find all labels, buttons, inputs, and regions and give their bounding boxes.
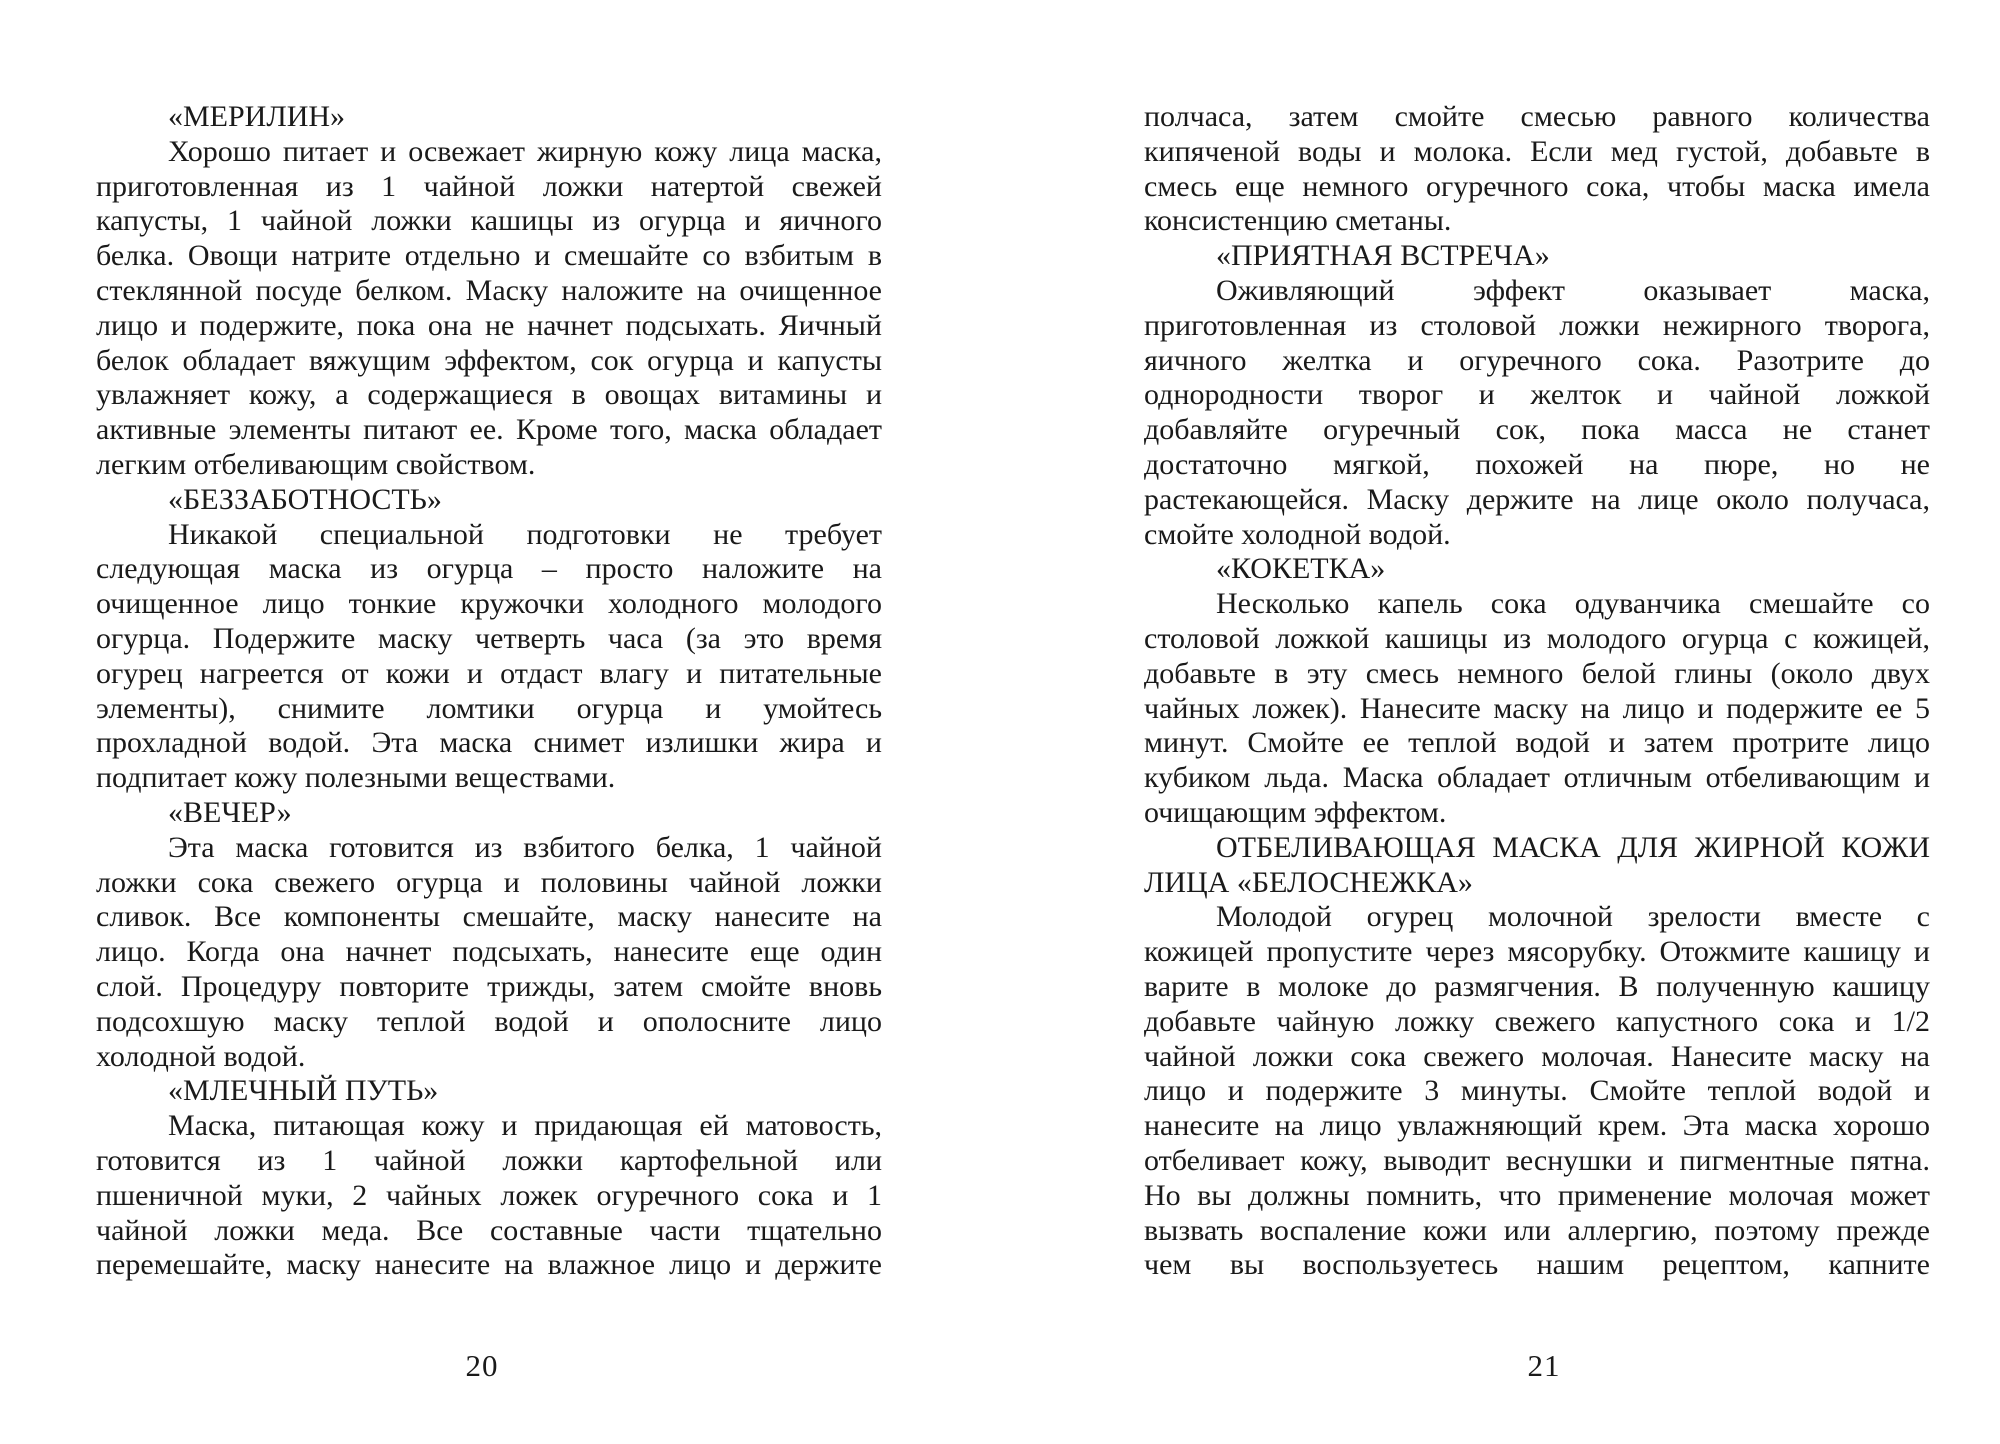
text-line: достаточно мягкой, похожей на пюре, но не bbox=[1144, 447, 1930, 481]
text-line: чайных ложек). Нанесите маску на лицо и подержите ее 5 bbox=[1144, 691, 1930, 725]
page-number-right: 21 bbox=[1527, 1348, 1561, 1383]
text-line: пшеничной муки, 2 чайных ложек огуречного сока и 1 bbox=[96, 1178, 882, 1212]
section-heading: «ВЕЧЕР» bbox=[168, 795, 292, 829]
text-line: Эта маска готовится из взбитого белка, 1 чайной bbox=[168, 830, 882, 864]
text-line: сливок. Все компоненты смешайте, маску нанесите на bbox=[96, 900, 882, 934]
text-line: Несколько капель сока одуванчика смешайте со bbox=[1216, 587, 1930, 621]
text-line: добавьте в эту смесь немного белой глины (около двух bbox=[1144, 656, 1930, 690]
left-page-text bbox=[96, 100, 882, 1283]
text-line: лицо и подержите 3 минуты. Смойте теплой водой и bbox=[1144, 1074, 1930, 1108]
text-line: очищающим эффектом. bbox=[1144, 795, 1447, 829]
text-line: белка. Овощи натрите отдельно и смешайте со взбитым в bbox=[96, 239, 882, 273]
section-heading: «КОКЕТКА» bbox=[1216, 552, 1386, 586]
text-line: смойте холодной водой. bbox=[1144, 517, 1451, 551]
text-line: яичного желтка и огуречного сока. Разотрите до bbox=[1144, 343, 1930, 377]
text-line: приготовленная из столовой ложки нежирного творога, bbox=[1144, 308, 1930, 342]
text-line: чайной ложки меда. Все составные части тщательно bbox=[96, 1213, 882, 1247]
text-line: активные элементы питают ее. Кроме того, маска обладает bbox=[96, 413, 882, 447]
text-line: очищенное лицо тонкие кружочки холодного молодого bbox=[96, 587, 882, 621]
text-line: следующая маска из огурца – просто наложите на bbox=[96, 552, 882, 586]
text-line: кубиком льда. Маска обладает отличным отбеливающим и bbox=[1144, 761, 1930, 795]
text-line: чайной ложки сока свежего молочая. Нанесите маску на bbox=[1144, 1039, 1930, 1073]
text-line: растекающейся. Маску держите на лице около получаса, bbox=[1144, 482, 1930, 516]
text-line: Никакой специальной подготовки не требует bbox=[168, 517, 882, 551]
text-line: Молодой огурец молочной зрелости вместе с bbox=[1216, 900, 1930, 934]
section-heading: «МЕРИЛИН» bbox=[168, 100, 346, 133]
text-line: смесь еще немного огуречного сока, чтобы маска имела bbox=[1144, 169, 1930, 203]
text-line: добавьте чайную ложку свежего капустного сока и 1/2 bbox=[1144, 1004, 1930, 1038]
right-page-text bbox=[1144, 100, 1930, 1283]
text-line: слой. Процедуру повторите трижды, затем смойте вновь bbox=[96, 969, 882, 1003]
text-line: Хорошо питает и освежает жирную кожу лица маска, bbox=[168, 134, 882, 168]
text-line: добавляйте огуречный сок, пока масса не станет bbox=[1144, 413, 1930, 447]
text-line: отбеливает кожу, выводит веснушки и пигментные пятна. bbox=[1144, 1143, 1930, 1177]
text-line: приготовленная из 1 чайной ложки натертой свежей bbox=[96, 169, 882, 203]
text-line: огурец нагреется от кожи и отдаст влагу и питательные bbox=[96, 656, 882, 690]
text-line: кипяченой воды и молока. Если мед густой, добавьте в bbox=[1144, 134, 1930, 168]
text-line: холодной водой. bbox=[96, 1039, 306, 1073]
section-heading: «МЛЕЧНЫЙ ПУТЬ» bbox=[168, 1074, 439, 1108]
text-line: Оживляющий эффект оказывает маска, bbox=[1216, 273, 1930, 307]
text-line: ложки сока свежего огурца и половины чайной ложки bbox=[96, 865, 882, 899]
text-line: подсохшую маску теплой водой и ополосните лицо bbox=[96, 1004, 882, 1038]
section-heading: «ПРИЯТНАЯ ВСТРЕЧА» bbox=[1216, 239, 1550, 273]
text-line: капусты, 1 чайной ложки кашицы из огурца и яичного bbox=[96, 204, 882, 238]
text-line: белок обладает вяжущим эффектом, сок огурца и капусты bbox=[96, 343, 882, 377]
text-line: однородности творог и желток и чайной ложкой bbox=[1144, 378, 1930, 412]
section-heading: «БЕЗЗАБОТНОСТЬ» bbox=[168, 482, 442, 516]
text-line: легким отбеливающим свойством. bbox=[96, 447, 536, 481]
text-line: консистенцию сметаны. bbox=[1144, 204, 1452, 238]
text-line: Маска, питающая кожу и придающая ей матовость, bbox=[168, 1109, 882, 1143]
text-line: увлажняет кожу, а содержащиеся в овощах витамины и bbox=[96, 378, 882, 412]
text-line: столовой ложкой кашицы из молодого огурца с кожицей, bbox=[1144, 621, 1930, 655]
text-line: Но вы должны помнить, что применение молочая может bbox=[1144, 1178, 1930, 1212]
text-line: подпитает кожу полезными веществами. bbox=[96, 761, 616, 795]
text-line: ЛИЦА «БЕЛОСНЕЖКА» bbox=[1144, 865, 1473, 899]
text-line: чем вы воспользуетесь нашим рецептом, капните bbox=[1144, 1248, 1930, 1282]
text-line: нанесите на лицо увлажняющий крем. Эта маска хорошо bbox=[1144, 1109, 1930, 1143]
text-line: стеклянной посуде белком. Маску наложите на очищенное bbox=[96, 273, 882, 307]
text-line: готовится из 1 чайной ложки картофельной или bbox=[96, 1143, 882, 1177]
page-number-left: 20 bbox=[465, 1348, 499, 1383]
text-line: варите в молоке до размягчения. В полученную кашицу bbox=[1144, 969, 1930, 1003]
text-line: вызвать воспаление кожи или аллергию, поэтому прежде bbox=[1144, 1213, 1930, 1247]
text-line: элементы), снимите ломтики огурца и умойтесь bbox=[96, 691, 882, 725]
text-line: прохладной водой. Эта маска снимет излишки жира и bbox=[96, 726, 882, 760]
text-line: лицо. Когда она начнет подсыхать, нанесите еще один bbox=[96, 935, 882, 969]
text-line: лицо и подержите, пока она не начнет подсыхать. Яичный bbox=[96, 308, 882, 342]
text-line: перемешайте, маску нанесите на влажное лицо и держите bbox=[96, 1248, 882, 1282]
text-line: ОТБЕЛИВАЮЩАЯ МАСКА ДЛЯ ЖИРНОЙ КОЖИ bbox=[1216, 830, 1930, 864]
text-line: минут. Смойте ее теплой водой и затем протрите лицо bbox=[1144, 726, 1930, 760]
text-line: полчаса, затем смойте смесью равного количества bbox=[1144, 100, 1930, 133]
text-line: огурца. Подержите маску четверть часа (за это время bbox=[96, 621, 882, 655]
text-line: кожицей пропустите через мясорубку. Отожмите кашицу и bbox=[1144, 935, 1930, 969]
